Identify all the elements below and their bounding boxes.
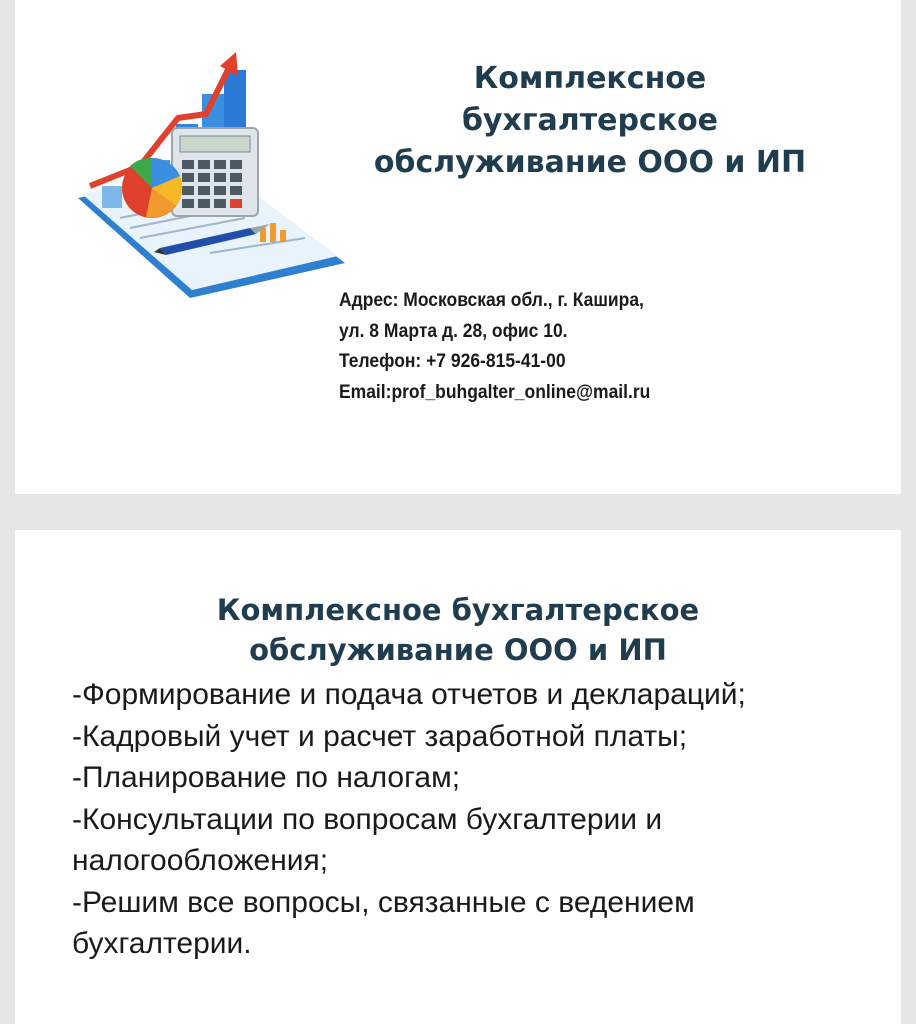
service-item: -Кадровый учет и расчет заработной платы; (72, 719, 688, 753)
service-item: -Формирование и подача отчетов и деклараций; (72, 678, 746, 711)
address-line: ул. 8 Марта д. 28, офис 10. (339, 320, 568, 342)
card-title-line: Комплексное (473, 61, 707, 96)
services-title-line: Комплексное бухгалтерское (216, 593, 700, 627)
card-title-line: обслуживание ООО и ИП (373, 145, 807, 180)
services-title-line: обслуживание ООО и ИП (249, 633, 667, 667)
card-title (320, 58, 860, 184)
accounting-calculator-chart-icon (60, 48, 350, 308)
card-title-line: бухгалтерское (461, 103, 719, 138)
service-item: -Решим все вопросы, связанные с ведением (72, 885, 695, 919)
service-item: налогообложения; (72, 844, 329, 877)
services-list (72, 674, 872, 965)
services-title (40, 590, 876, 670)
phone-line: Телефон: +7 926-815-41-00 (339, 351, 566, 372)
service-item: -Консультации по вопросам бухгалтерии и (72, 802, 663, 836)
contact-info (339, 286, 817, 408)
email-line: Email:prof_buhgalter_online@mail.ru (339, 381, 651, 403)
service-item: -Планирование по налогам; (72, 761, 461, 794)
service-item: бухгалтерии. (72, 927, 252, 960)
address-line: Адрес: Московская обл., г. Кашира, (339, 290, 644, 311)
